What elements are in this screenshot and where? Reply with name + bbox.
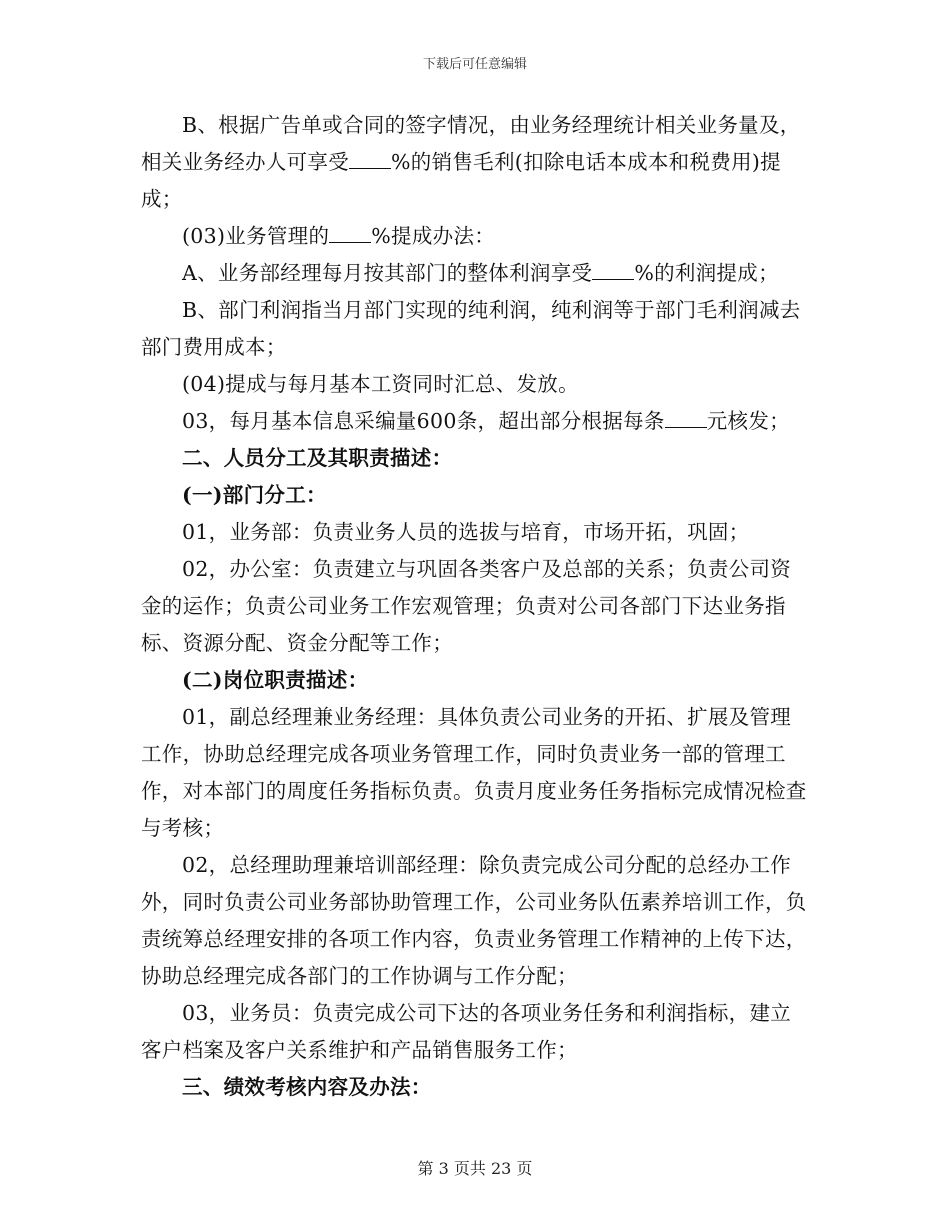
fill-blank xyxy=(349,150,391,169)
page-header: 下载后可任意编辑 xyxy=(422,57,527,72)
text-segment: %提成办法： xyxy=(371,224,496,248)
subsection-heading-1: (一)部门分工： xyxy=(182,483,327,507)
fill-blank xyxy=(665,409,707,428)
text-segment: A、业务部经理每月按其部门的整体利润享受 xyxy=(182,261,593,285)
paragraph-management-commission xyxy=(141,218,811,255)
paragraph-salesperson: 03，业务员：负责完成公司下达的各项业务任务和利润指标，建立客户档案及客户关系维护和产品销售服务工作； xyxy=(141,1001,792,1062)
paragraph-info-quota xyxy=(141,403,811,440)
text-segment: %的利润提成； xyxy=(634,261,779,285)
text-segment: B、根据广告单或合同的签字情况，由业务经理统计相关业务量及，相关业务经办人可享受 xyxy=(141,113,801,174)
paragraph-assistant: 02，总经理助理兼培训部经理：除负责完成公司分配的总经办工作外，同时负责公司业务部协助管理工作，公司业务队伍素养培训工作，负责统筹总经理安排的各项工作内容，负责业务管理工作精神的上传下达，协助总经理完成各部门的工作协调与工作分配； xyxy=(141,853,807,988)
text-segment: 元核发； xyxy=(706,409,790,433)
document-body xyxy=(141,107,811,1106)
subsection-heading-2: (二)岗位职责描述： xyxy=(182,668,369,692)
text-segment: 03，每月基本信息采编量600条，超出部分根据每条 xyxy=(182,409,665,433)
text-segment: %的销售毛利(扣除电话本成本和税费用)提成； xyxy=(141,150,781,211)
page-footer: 第 3 页共 23 页 xyxy=(417,1159,533,1178)
paragraph-commission-b xyxy=(141,107,811,218)
section-heading-3: 三、绩效考核内容及办法： xyxy=(182,1075,432,1099)
text-segment: (03)业务管理的 xyxy=(182,224,330,248)
paragraph-vp: 01，副总经理兼业务经理：具体负责公司业务的开拓、扩展及管理工作，协助总经理完成各项业务管理工作，同时负责业务一部的管理工作，对本部门的周度任务指标负责。负责月度业务任务指标完成情况检查与考核； xyxy=(141,705,807,840)
fill-blank xyxy=(329,224,371,243)
paragraph-office: 02，办公室：负责建立与巩固各类客户及总部的关系；负责公司资金的运作；负责公司业务工作宏观管理；负责对公司各部门下达业务指标、资源分配、资金分配等工作； xyxy=(141,557,792,655)
paragraph-department-profit: B、部门利润指当月部门实现的纯利润，纯利润等于部门毛利润减去部门费用成本； xyxy=(141,298,801,359)
fill-blank xyxy=(592,261,634,280)
paragraph-payout: (04)提成与每月基本工资同时汇总、发放。 xyxy=(182,372,579,396)
section-heading-2: 二、人员分工及其职责描述： xyxy=(182,446,453,470)
paragraph-manager-profit xyxy=(141,255,811,292)
paragraph-business-dept: 01，业务部：负责业务人员的选拔与培育，市场开拓，巩固； xyxy=(182,520,750,544)
